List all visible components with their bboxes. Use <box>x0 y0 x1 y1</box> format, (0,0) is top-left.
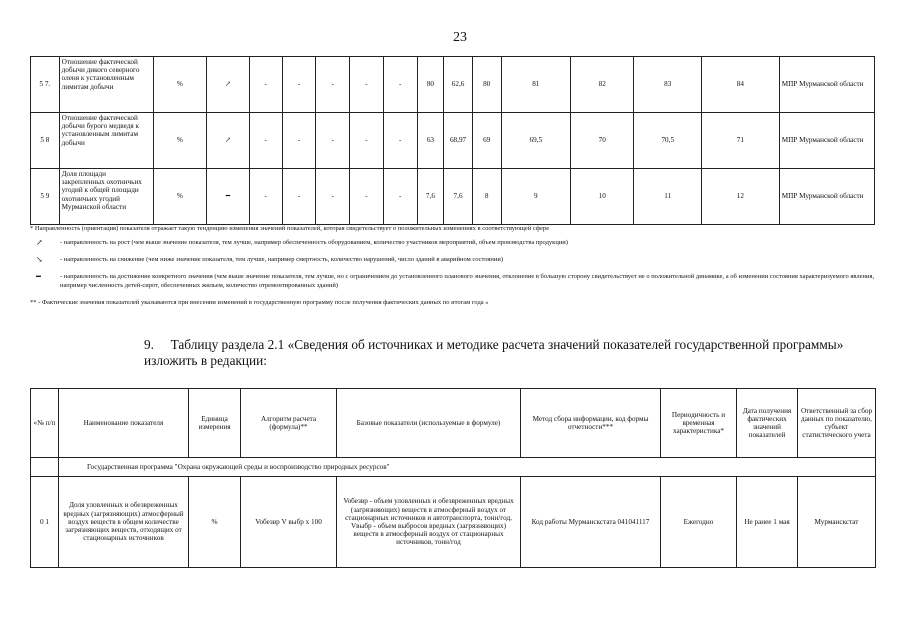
cell-v5: 10 <box>571 169 634 225</box>
header-responsible: Ответственный за сбор данных по показателю, субъект статистического учета <box>798 389 876 458</box>
cell-c3: - <box>316 113 350 169</box>
header-algorithm: Алгоритм расчета (формула)** <box>241 389 337 458</box>
cell-v1: 80 <box>417 57 444 113</box>
note-direction: * Направленность (ориентация) показателя отражает такую тенденцию изменения значений показателей, которая свидетельствует о положительных изменениях в соответствующей сфере <box>30 225 550 232</box>
cell-unit: % <box>153 113 206 169</box>
cell-c2: - <box>282 169 316 225</box>
cell-c5: - <box>383 57 417 113</box>
program-title: Государственная программа "Охрана окружающей среды и воспроизводство природных ресурсов" <box>59 458 876 477</box>
cell-algorithm: Voбезвр V выбр х 100 <box>241 477 337 568</box>
sources-table <box>30 388 876 568</box>
cell-c4: - <box>350 113 384 169</box>
cell-period: Ежегодно <box>661 477 737 568</box>
cell-c5: - <box>383 113 417 169</box>
cell-responsible: Мурманскстат <box>798 477 876 568</box>
cell-responsible: МПР Мурманской области <box>779 113 874 169</box>
cell-num: 5 7. <box>31 57 60 113</box>
header-num: «№ п/п <box>31 389 59 458</box>
cell-v5: 82 <box>571 57 634 113</box>
page-number: 23 <box>453 30 467 45</box>
table-header-row <box>31 389 876 458</box>
program-row <box>31 458 876 477</box>
note-target: - направленность на достижение конкретного значения (чем выше значение показателя, тем лучше, но с ограничением до установленного планового значения, отклонение в большую сторону свидетельствует не о положительной динамике, а об изменении состояния характеризуемого явления, например численность детей-сирот, обеспеченных жильем, количество отремонтированных зданий) <box>60 273 875 289</box>
cell-method: Код работы Мурманскстата 041041117 <box>521 477 661 568</box>
header-method: Метод сбора информации, код формы отчетности*** <box>521 389 661 458</box>
cell-name: Отношение фактической добычи бурого медведя к установленным лимитам добычи <box>59 113 153 169</box>
cell-c1: - <box>249 57 282 113</box>
footnotes <box>30 224 875 307</box>
direction-icon: ↗ <box>206 113 249 169</box>
arrow-up-icon: ↗ <box>36 238 43 247</box>
header-base: Базовые показатели (используемые в формуле) <box>337 389 521 458</box>
direction-icon: ↗ <box>206 57 249 113</box>
cell-c1: - <box>249 169 282 225</box>
cell-c3: - <box>316 169 350 225</box>
cell-name: Доля уловленных и обезвреженных вредных (загрязняющих) атмосферный воздух веществ в общем количестве загрязняющих веществ, отходящих от стационарных источников <box>59 477 189 568</box>
note-actual: ** - Фактические значения показателей указываются при внесении изменений в государственную программу после получения фактических данных по итогам года » <box>30 299 489 306</box>
header-date: Дата получения фактических значений показателей <box>737 389 798 458</box>
cell-v3: 80 <box>472 57 501 113</box>
cell-responsible: МПР Мурманской области <box>779 57 874 113</box>
cell-v4: 9 <box>501 169 571 225</box>
cell-c5: - <box>383 169 417 225</box>
cell-v3: 69 <box>472 113 501 169</box>
table-row <box>31 477 876 568</box>
cell-v7: 12 <box>702 169 780 225</box>
cell-num: 5 8 <box>31 113 60 169</box>
cell-v4: 69,5 <box>501 113 571 169</box>
note-growth: - направленность на рост (чем выше значение показателя, тем лучше, например обеспеченность оборудованием, количество участников мероприятий, объем производства продукции) <box>60 239 568 246</box>
cell-v4: 81 <box>501 57 571 113</box>
dash-icon: ━ <box>36 272 41 281</box>
cell-v6: 70,5 <box>634 113 702 169</box>
cell-base: Voбезвр - объем уловленных и обезвреженных вредных (загрязняющих) веществ в атмосферный воздух от стационарных источников и автотранспорта, тонн/год, Vвыбр - объем выбросов вредных (загрязняющих) веществ в атмосферный воздух от стационарных источников, тонн/год <box>337 477 521 568</box>
cell-c3: - <box>316 57 350 113</box>
table-row <box>31 113 875 169</box>
cell-v1: 63 <box>417 113 444 169</box>
cell-v2: 68,97 <box>444 113 473 169</box>
cell-c4: - <box>350 57 384 113</box>
cell-v7: 71 <box>702 113 780 169</box>
cell-unit: % <box>153 169 206 225</box>
cell-v3: 8 <box>472 169 501 225</box>
cell-num: 5 9 <box>31 169 60 225</box>
cell-name: Отношение фактической добычи дикого северного оленя к установленным лимитам добычи <box>59 57 153 113</box>
section-heading: 9. Таблицу раздела 2.1 «Сведения об источниках и методике расчета значений показателей государственной программы» изложить в редакции: <box>144 337 844 368</box>
cell-v1: 7,6 <box>417 169 444 225</box>
cell-c2: - <box>282 57 316 113</box>
header-name: Наименование показателя <box>59 389 189 458</box>
cell-v6: 11 <box>634 169 702 225</box>
cell-date: Не ранее 1 мая <box>737 477 798 568</box>
cell-v6: 83 <box>634 57 702 113</box>
cell-num: 0 1 <box>31 477 59 568</box>
header-period: Периодичность и временная характеристика* <box>661 389 737 458</box>
table-row <box>31 169 875 225</box>
cell-v2: 62,6 <box>444 57 473 113</box>
direction-icon: ━ <box>206 169 249 225</box>
header-unit: Единица измерения <box>189 389 241 458</box>
cell-responsible: МПР Мурманской области <box>779 169 874 225</box>
cell-v7: 84 <box>702 57 780 113</box>
cell-unit: % <box>189 477 241 568</box>
note-decrease: - направленность на снижение (чем ниже значение показателя, тем лучше, например смертность, количество нарушений, число зданий в аварийном состоянии) <box>60 256 504 263</box>
cell-name: Доля площади закрепленных охотничьих угодий к общей площади охотничьих угодий Мурманской области <box>59 169 153 225</box>
cell-v2: 7,6 <box>444 169 473 225</box>
cell-c2: - <box>282 113 316 169</box>
cell-c4: - <box>350 169 384 225</box>
cell-unit: % <box>153 57 206 113</box>
arrow-down-icon: ↘ <box>36 255 43 264</box>
indicators-table <box>30 56 875 225</box>
cell-v5: 70 <box>571 113 634 169</box>
cell-c1: - <box>249 113 282 169</box>
table-row <box>31 57 875 113</box>
